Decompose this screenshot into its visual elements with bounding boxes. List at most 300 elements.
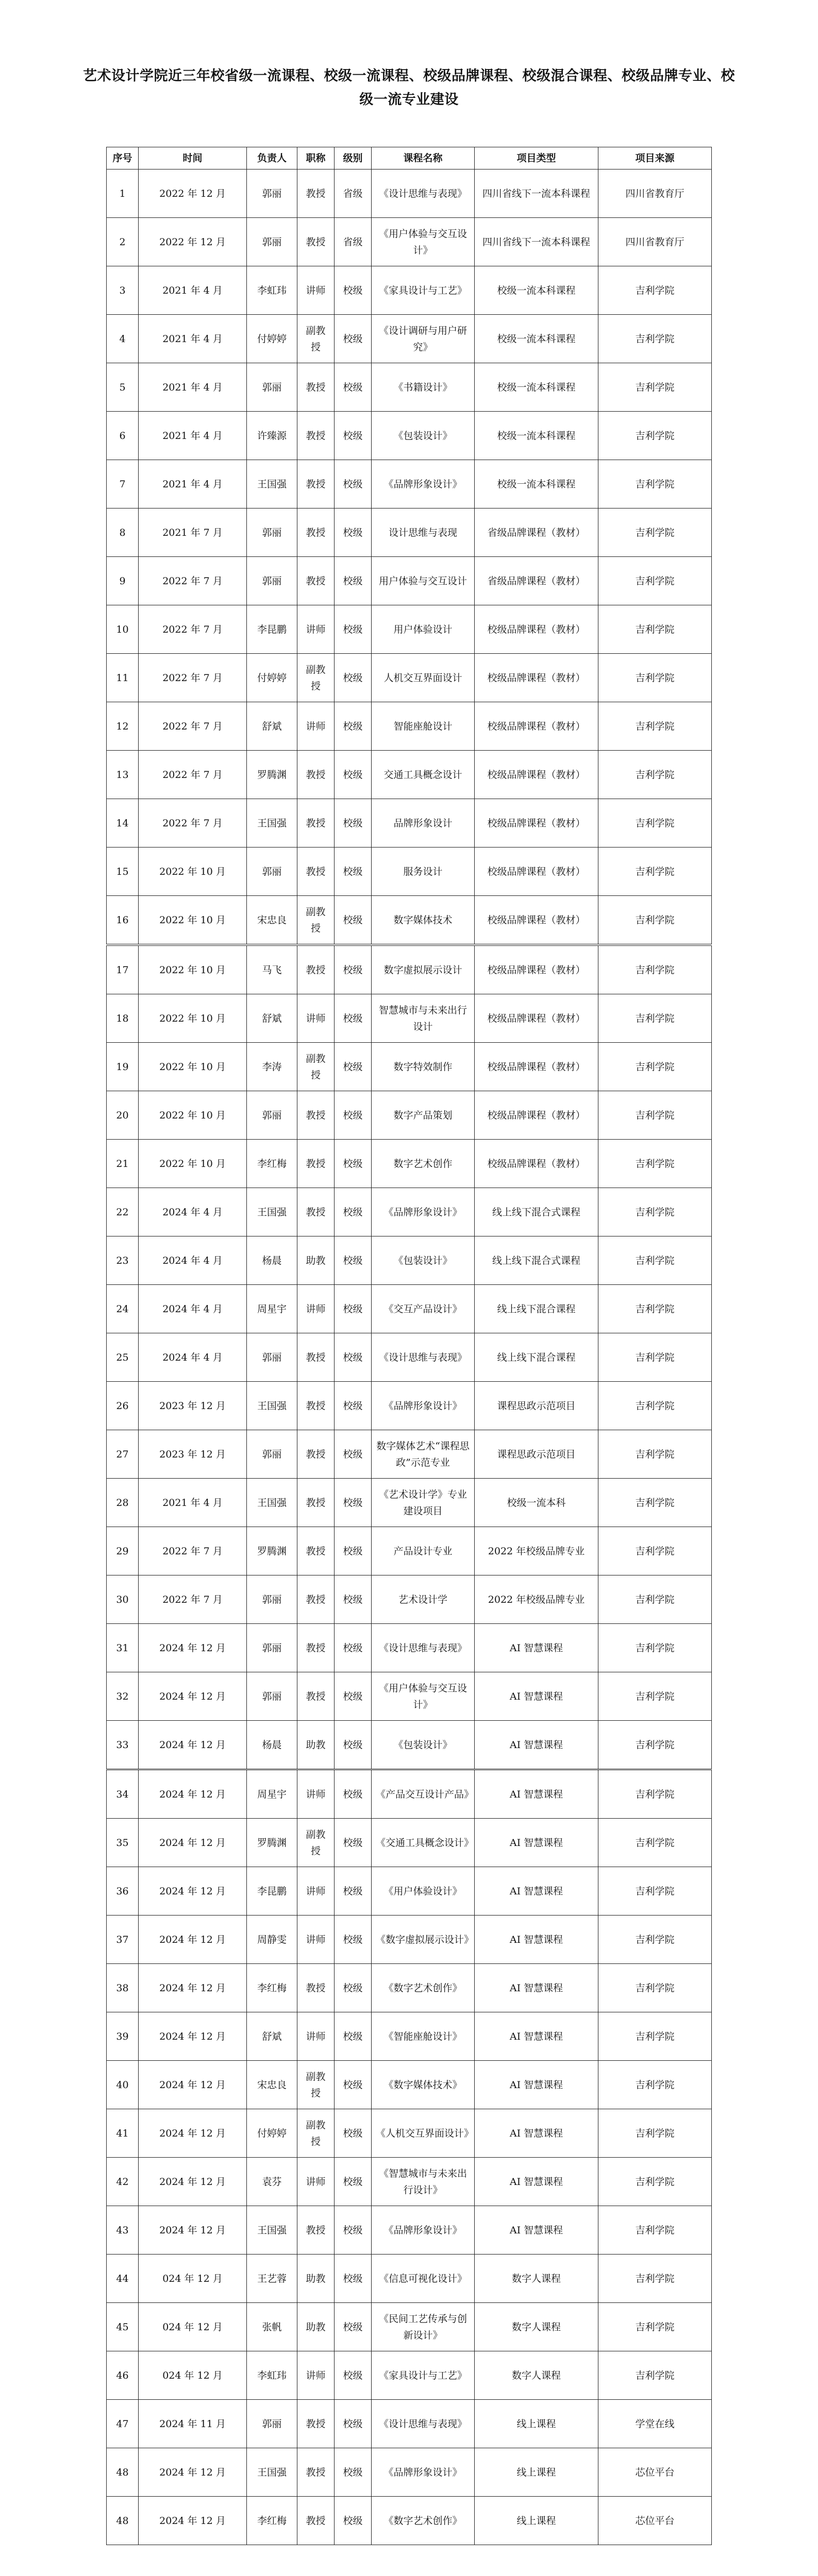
table-row	[107, 1430, 712, 1479]
cell-level: 校级	[335, 2351, 372, 2400]
cell-owner: 王国强	[247, 799, 297, 848]
cell-seq: 9	[107, 557, 139, 605]
cell-project-type: 校级品牌课程（教材）	[475, 945, 598, 994]
cell-project-source: 吉利学院	[598, 1527, 712, 1575]
cell-project-source: 吉利学院	[598, 1672, 712, 1721]
cell-seq: 8	[107, 509, 139, 557]
cell-level: 校级	[335, 1333, 372, 1382]
cell-owner: 马飞	[247, 945, 297, 994]
cell-project-type: AI 智慧课程	[475, 1819, 598, 1867]
cell-course-name: 《设计调研与用户研究》	[372, 315, 475, 363]
cell-course-name: 《设计思维与表现》	[372, 170, 475, 218]
cell-date: 2024 年 12 月	[139, 1964, 247, 2012]
cell-seq: 6	[107, 412, 139, 460]
table-row	[107, 1091, 712, 1140]
table-row	[107, 1770, 712, 1819]
table-row	[107, 654, 712, 702]
cell-owner: 郭丽	[247, 1430, 297, 1479]
cell-seq: 3	[107, 266, 139, 315]
cell-course-name: 《设计思维与表现》	[372, 1624, 475, 1672]
cell-seq: 41	[107, 2109, 139, 2158]
cell-project-type: 线上线下混合课程	[475, 1285, 598, 1333]
table-row	[107, 945, 712, 994]
cell-level: 校级	[335, 1430, 372, 1479]
cell-date: 2024 年 12 月	[139, 2158, 247, 2206]
table-row	[107, 1236, 712, 1285]
cell-project-type: 校级品牌课程（教材）	[475, 896, 598, 945]
cell-date: 2024 年 12 月	[139, 1819, 247, 1867]
column-header-course-name: 课程名称	[372, 147, 475, 170]
cell-date: 2022 年 10 月	[139, 945, 247, 994]
table-row	[107, 460, 712, 509]
cell-owner: 付婷婷	[247, 315, 297, 363]
cell-project-type: 校级品牌课程（教材）	[475, 848, 598, 896]
cell-owner: 付婷婷	[247, 654, 297, 702]
cell-project-source: 吉利学院	[598, 1867, 712, 1916]
cell-title-rank: 讲师	[297, 2351, 335, 2400]
cell-owner: 周星宇	[247, 1770, 297, 1819]
cell-seq: 29	[107, 1527, 139, 1575]
cell-course-name: 《用户体验与交互设计》	[372, 1672, 475, 1721]
cell-project-type: 校级品牌课程（教材）	[475, 1140, 598, 1188]
cell-title-rank: 教授	[297, 363, 335, 412]
table-row	[107, 315, 712, 363]
cell-title-rank: 教授	[297, 1527, 335, 1575]
cell-course-name: 设计思维与表现	[372, 509, 475, 557]
cell-date: 2024 年 12 月	[139, 1624, 247, 1672]
cell-level: 省级	[335, 170, 372, 218]
cell-owner: 杨晨	[247, 1236, 297, 1285]
cell-level: 校级	[335, 2061, 372, 2109]
cell-project-type: 校级品牌课程（教材）	[475, 654, 598, 702]
cell-date: 2024 年 12 月	[139, 1867, 247, 1916]
cell-level: 校级	[335, 412, 372, 460]
cell-project-type: 校级品牌课程（教材）	[475, 994, 598, 1043]
cell-project-type: 线上线下混合式课程	[475, 1236, 598, 1285]
cell-title-rank: 教授	[297, 2206, 335, 2255]
table-row	[107, 1043, 712, 1091]
cell-project-type: 线上课程	[475, 2448, 598, 2497]
cell-course-name: 《数字艺术创作》	[372, 2497, 475, 2545]
table-row	[107, 2448, 712, 2497]
cell-course-name: 数字艺术创作	[372, 1140, 475, 1188]
cell-owner: 郭丽	[247, 1333, 297, 1382]
cell-level: 校级	[335, 2497, 372, 2545]
cell-project-type: 校级一流本科课程	[475, 363, 598, 412]
table-row	[107, 2400, 712, 2448]
cell-project-type: AI 智慧课程	[475, 2061, 598, 2109]
column-header-level: 级别	[335, 147, 372, 170]
cell-level: 校级	[335, 2158, 372, 2206]
cell-date: 2022 年 10 月	[139, 896, 247, 945]
cell-course-name: 《交互产品设计》	[372, 1285, 475, 1333]
cell-level: 校级	[335, 2303, 372, 2351]
cell-project-source: 吉利学院	[598, 1382, 712, 1430]
cell-course-name: 《民间工艺传承与创新设计》	[372, 2303, 475, 2351]
cell-date: 2021 年 4 月	[139, 363, 247, 412]
cell-project-type: AI 智慧课程	[475, 1672, 598, 1721]
cell-project-type: 线上线下混合式课程	[475, 1188, 598, 1236]
cell-level: 校级	[335, 2255, 372, 2303]
cell-project-source: 吉利学院	[598, 848, 712, 896]
table-row	[107, 1819, 712, 1867]
cell-owner: 王国强	[247, 1382, 297, 1430]
cell-owner: 周静雯	[247, 1916, 297, 1964]
cell-course-name: 用户体验设计	[372, 605, 475, 654]
column-header-project-type: 项目类型	[475, 147, 598, 170]
cell-date: 2024 年 12 月	[139, 1672, 247, 1721]
cell-owner: 舒斌	[247, 2012, 297, 2061]
column-header-date: 时间	[139, 147, 247, 170]
cell-level: 校级	[335, 1624, 372, 1672]
table-row	[107, 557, 712, 605]
cell-date: 2021 年 4 月	[139, 1479, 247, 1527]
cell-seq: 18	[107, 994, 139, 1043]
cell-seq: 12	[107, 702, 139, 751]
cell-date: 2024 年 12 月	[139, 1770, 247, 1819]
table-row	[107, 2303, 712, 2351]
cell-course-name: 人机交互界面设计	[372, 654, 475, 702]
cell-course-name: 《交通工具概念设计》	[372, 1819, 475, 1867]
cell-seq: 35	[107, 1819, 139, 1867]
cell-date: 2021 年 4 月	[139, 412, 247, 460]
column-header-seq: 序号	[107, 147, 139, 170]
cell-owner: 郭丽	[247, 557, 297, 605]
cell-level: 校级	[335, 1285, 372, 1333]
cell-date: 2024 年 12 月	[139, 2206, 247, 2255]
cell-project-type: 四川省线下一流本科课程	[475, 218, 598, 266]
cell-level: 校级	[335, 2012, 372, 2061]
cell-title-rank: 教授	[297, 1333, 335, 1382]
cell-date: 2022 年 10 月	[139, 848, 247, 896]
cell-date: 2022 年 7 月	[139, 1527, 247, 1575]
cell-owner: 李昆鹏	[247, 605, 297, 654]
cell-seq: 19	[107, 1043, 139, 1091]
cell-date: 2021 年 4 月	[139, 266, 247, 315]
cell-level: 校级	[335, 266, 372, 315]
table-row	[107, 218, 712, 266]
cell-course-name: 数字特效制作	[372, 1043, 475, 1091]
cell-title-rank: 讲师	[297, 2012, 335, 2061]
cell-project-source: 吉利学院	[598, 1624, 712, 1672]
cell-date: 2024 年 12 月	[139, 2012, 247, 2061]
cell-date: 2022 年 7 月	[139, 702, 247, 751]
cell-title-rank: 副教授	[297, 315, 335, 363]
cell-level: 校级	[335, 460, 372, 509]
cell-title-rank: 助教	[297, 2255, 335, 2303]
cell-seq: 40	[107, 2061, 139, 2109]
cell-title-rank: 副教授	[297, 2109, 335, 2158]
cell-title-rank: 讲师	[297, 605, 335, 654]
cell-seq: 46	[107, 2351, 139, 2400]
cell-owner: 郭丽	[247, 1624, 297, 1672]
cell-owner: 罗腾渊	[247, 1527, 297, 1575]
cell-level: 校级	[335, 1527, 372, 1575]
cell-owner: 袁芬	[247, 2158, 297, 2206]
cell-project-type: 校级品牌课程（教材）	[475, 751, 598, 799]
table-row	[107, 2109, 712, 2158]
cell-seq: 11	[107, 654, 139, 702]
cell-project-type: 校级品牌课程（教材）	[475, 702, 598, 751]
cell-seq: 37	[107, 1916, 139, 1964]
cell-owner: 郭丽	[247, 1091, 297, 1140]
cell-level: 校级	[335, 1916, 372, 1964]
cell-date: 024 年 12 月	[139, 2303, 247, 2351]
document-title: 艺术设计学院近三年校省级一流课程、校级一流课程、校级品牌课程、校级混合课程、校级品牌专业、校级一流专业建设	[83, 68, 735, 108]
cell-owner: 罗腾渊	[247, 1819, 297, 1867]
table-row	[107, 1916, 712, 1964]
cell-seq: 26	[107, 1382, 139, 1430]
cell-title-rank: 助教	[297, 2303, 335, 2351]
cell-project-source: 吉利学院	[598, 605, 712, 654]
cell-title-rank: 教授	[297, 2400, 335, 2448]
cell-date: 2024 年 4 月	[139, 1188, 247, 1236]
cell-course-name: 《家具设计与工艺》	[372, 266, 475, 315]
cell-level: 校级	[335, 2400, 372, 2448]
cell-title-rank: 教授	[297, 751, 335, 799]
cell-project-source: 吉利学院	[598, 1964, 712, 2012]
cell-level: 校级	[335, 1964, 372, 2012]
cell-course-name: 《书籍设计》	[372, 363, 475, 412]
cell-course-name: 品牌形象设计	[372, 799, 475, 848]
cell-date: 2022 年 10 月	[139, 1091, 247, 1140]
cell-level: 校级	[335, 2206, 372, 2255]
cell-course-name: 《艺术设计学》专业建设项目	[372, 1479, 475, 1527]
cell-date: 2024 年 4 月	[139, 1236, 247, 1285]
cell-course-name: 《设计思维与表现》	[372, 1333, 475, 1382]
cell-course-name: 《包装设计》	[372, 1236, 475, 1285]
table-row	[107, 412, 712, 460]
cell-project-source: 四川省教育厅	[598, 218, 712, 266]
cell-seq: 24	[107, 1285, 139, 1333]
cell-owner: 郭丽	[247, 2400, 297, 2448]
cell-title-rank: 教授	[297, 799, 335, 848]
cell-seq: 48	[107, 2448, 139, 2497]
table-row	[107, 1964, 712, 2012]
cell-project-type: AI 智慧课程	[475, 1624, 598, 1672]
cell-date: 2022 年 12 月	[139, 170, 247, 218]
cell-owner: 宋忠良	[247, 896, 297, 945]
cell-project-type: 课程思政示范项目	[475, 1382, 598, 1430]
cell-owner: 李红梅	[247, 1964, 297, 2012]
cell-course-name: 《品牌形象设计》	[372, 1382, 475, 1430]
cell-level: 校级	[335, 994, 372, 1043]
cell-level: 校级	[335, 557, 372, 605]
cell-course-name: 服务设计	[372, 848, 475, 896]
cell-project-source: 四川省教育厅	[598, 170, 712, 218]
cell-level: 校级	[335, 1672, 372, 1721]
cell-course-name: 数字媒体技术	[372, 896, 475, 945]
cell-level: 校级	[335, 799, 372, 848]
cell-title-rank: 教授	[297, 1672, 335, 1721]
cell-project-type: 校级一流本科课程	[475, 315, 598, 363]
cell-project-source: 吉利学院	[598, 460, 712, 509]
table-row	[107, 266, 712, 315]
cell-date: 2024 年 12 月	[139, 2448, 247, 2497]
cell-course-name: 《智慧城市与未来出行设计》	[372, 2158, 475, 2206]
cell-course-name: 《品牌形象设计》	[372, 1188, 475, 1236]
cell-date: 2023 年 12 月	[139, 1430, 247, 1479]
table-row	[107, 1624, 712, 1672]
cell-title-rank: 副教授	[297, 1043, 335, 1091]
cell-course-name: 艺术设计学	[372, 1575, 475, 1624]
cell-date: 2022 年 10 月	[139, 1043, 247, 1091]
cell-course-name: 《用户体验设计》	[372, 1867, 475, 1916]
cell-title-rank: 教授	[297, 1624, 335, 1672]
cell-seq: 47	[107, 2400, 139, 2448]
cell-seq: 21	[107, 1140, 139, 1188]
cell-course-name: 数字产品策划	[372, 1091, 475, 1140]
cell-owner: 郭丽	[247, 363, 297, 412]
cell-project-source: 吉利学院	[598, 799, 712, 848]
cell-title-rank: 教授	[297, 1964, 335, 2012]
cell-owner: 郭丽	[247, 509, 297, 557]
table-row	[107, 2351, 712, 2400]
cell-date: 2022 年 10 月	[139, 1140, 247, 1188]
cell-date: 2022 年 12 月	[139, 218, 247, 266]
cell-title-rank: 教授	[297, 945, 335, 994]
cell-seq: 33	[107, 1721, 139, 1770]
cell-title-rank: 讲师	[297, 702, 335, 751]
cell-project-source: 学堂在线	[598, 2400, 712, 2448]
cell-owner: 李涛	[247, 1043, 297, 1091]
cell-title-rank: 教授	[297, 1382, 335, 1430]
cell-date: 2024 年 12 月	[139, 2109, 247, 2158]
cell-project-source: 吉利学院	[598, 2061, 712, 2109]
cell-seq: 48	[107, 2497, 139, 2545]
cell-project-type: 校级一流本科	[475, 1479, 598, 1527]
cell-project-source: 吉利学院	[598, 2303, 712, 2351]
cell-title-rank: 助教	[297, 1721, 335, 1770]
cell-owner: 付婷婷	[247, 2109, 297, 2158]
cell-project-source: 吉利学院	[598, 2109, 712, 2158]
cell-date: 2022 年 7 月	[139, 1575, 247, 1624]
cell-project-type: 校级一流本科课程	[475, 266, 598, 315]
cell-course-name: 《包装设计》	[372, 412, 475, 460]
cell-owner: 郭丽	[247, 1575, 297, 1624]
cell-project-type: AI 智慧课程	[475, 2012, 598, 2061]
cell-owner: 舒斌	[247, 994, 297, 1043]
cell-owner: 郭丽	[247, 170, 297, 218]
cell-project-type: 数字人课程	[475, 2303, 598, 2351]
cell-level: 校级	[335, 1479, 372, 1527]
cell-project-type: 校级品牌课程（教材）	[475, 605, 598, 654]
cell-owner: 张帆	[247, 2303, 297, 2351]
cell-title-rank: 助教	[297, 1236, 335, 1285]
cell-owner: 舒斌	[247, 702, 297, 751]
cell-project-source: 吉利学院	[598, 266, 712, 315]
cell-seq: 42	[107, 2158, 139, 2206]
cell-project-source: 吉利学院	[598, 2351, 712, 2400]
cell-project-source: 吉利学院	[598, 654, 712, 702]
cell-title-rank: 讲师	[297, 1867, 335, 1916]
cell-date: 024 年 12 月	[139, 2255, 247, 2303]
cell-level: 校级	[335, 1236, 372, 1285]
table-row	[107, 1867, 712, 1916]
cell-owner: 王国强	[247, 2206, 297, 2255]
cell-project-type: AI 智慧课程	[475, 1770, 598, 1819]
table-row	[107, 2158, 712, 2206]
cell-course-name: 《数字虚拟展示设计》	[372, 1916, 475, 1964]
table-row	[107, 1333, 712, 1382]
cell-owner: 罗腾渊	[247, 751, 297, 799]
table-row	[107, 751, 712, 799]
cell-project-type: 校级一流本科课程	[475, 460, 598, 509]
cell-title-rank: 副教授	[297, 654, 335, 702]
table-row	[107, 363, 712, 412]
cell-title-rank: 教授	[297, 2497, 335, 2545]
cell-project-source: 吉利学院	[598, 315, 712, 363]
cell-seq: 30	[107, 1575, 139, 1624]
table-row	[107, 1575, 712, 1624]
cell-date: 2022 年 7 月	[139, 654, 247, 702]
cell-title-rank: 副教授	[297, 1819, 335, 1867]
cell-course-name: 《品牌形象设计》	[372, 2206, 475, 2255]
cell-title-rank: 教授	[297, 557, 335, 605]
cell-course-name: 《数字媒体技术》	[372, 2061, 475, 2109]
cell-date: 2024 年 12 月	[139, 2061, 247, 2109]
cell-project-source: 吉利学院	[598, 363, 712, 412]
cell-seq: 23	[107, 1236, 139, 1285]
cell-seq: 5	[107, 363, 139, 412]
cell-date: 2024 年 4 月	[139, 1333, 247, 1382]
cell-seq: 31	[107, 1624, 139, 1672]
cell-owner: 李虹玮	[247, 2351, 297, 2400]
cell-level: 校级	[335, 1770, 372, 1819]
cell-date: 2022 年 7 月	[139, 605, 247, 654]
cell-seq: 4	[107, 315, 139, 363]
cell-project-source: 吉利学院	[598, 1819, 712, 1867]
cell-seq: 7	[107, 460, 139, 509]
cell-level: 校级	[335, 1575, 372, 1624]
cell-level: 校级	[335, 2109, 372, 2158]
cell-date: 2022 年 7 月	[139, 557, 247, 605]
cell-project-source: 吉利学院	[598, 557, 712, 605]
cell-title-rank: 讲师	[297, 1916, 335, 1964]
cell-title-rank: 讲师	[297, 994, 335, 1043]
cell-project-type: 线上线下混合课程	[475, 1333, 598, 1382]
cell-level: 校级	[335, 1043, 372, 1091]
cell-owner: 李红梅	[247, 1140, 297, 1188]
cell-seq: 38	[107, 1964, 139, 2012]
cell-title-rank: 教授	[297, 1091, 335, 1140]
table-header-row	[107, 147, 712, 170]
table-row	[107, 1382, 712, 1430]
cell-course-name: 数字虚拟展示设计	[372, 945, 475, 994]
cell-owner: 王国强	[247, 460, 297, 509]
cell-project-type: 省级品牌课程（教材）	[475, 557, 598, 605]
cell-project-source: 吉利学院	[598, 1770, 712, 1819]
course-table	[106, 147, 712, 2545]
cell-seq: 45	[107, 2303, 139, 2351]
cell-level: 校级	[335, 702, 372, 751]
cell-course-name: 《智能座舱设计》	[372, 2012, 475, 2061]
cell-date: 2024 年 12 月	[139, 1916, 247, 1964]
table-row	[107, 1188, 712, 1236]
cell-project-source: 吉利学院	[598, 1091, 712, 1140]
cell-seq: 14	[107, 799, 139, 848]
cell-course-name: 《家具设计与工艺》	[372, 2351, 475, 2400]
cell-level: 省级	[335, 218, 372, 266]
cell-title-rank: 教授	[297, 218, 335, 266]
cell-course-name: 智能座舱设计	[372, 702, 475, 751]
cell-project-type: 校级一流本科课程	[475, 412, 598, 460]
cell-seq: 13	[107, 751, 139, 799]
cell-project-type: AI 智慧课程	[475, 2158, 598, 2206]
cell-course-name: 《设计思维与表现》	[372, 2400, 475, 2448]
cell-level: 校级	[335, 1819, 372, 1867]
cell-project-source: 吉利学院	[598, 2255, 712, 2303]
